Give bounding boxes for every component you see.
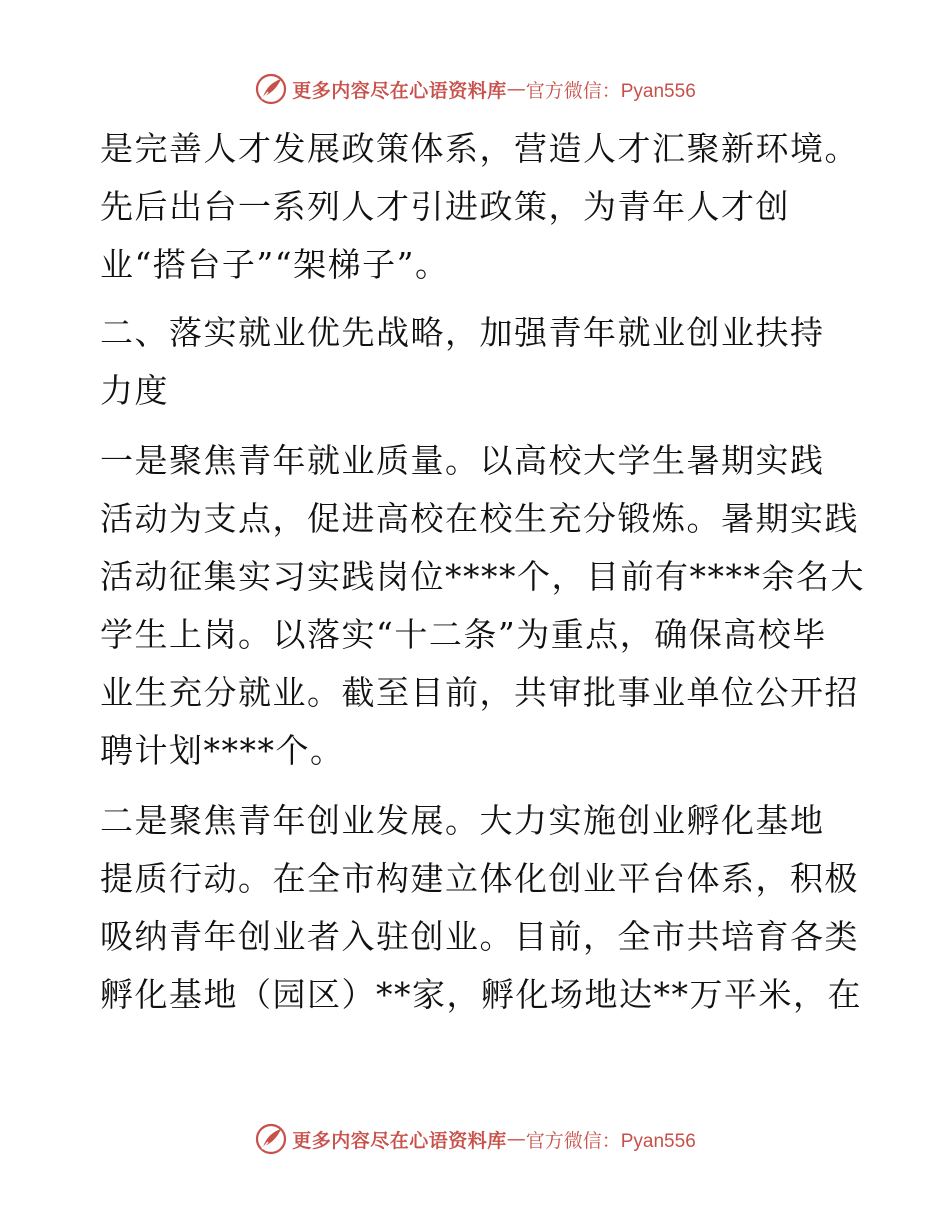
text-line: 聘计划****个。	[100, 731, 345, 770]
text-line: 孵化基地（园区）**家，孵化场地达**万平米，在	[100, 975, 862, 1014]
feather-logo-icon	[254, 1122, 288, 1156]
text-line: 学生上岗。以落实“十二条”为重点，确保高校毕	[100, 615, 827, 654]
text-line: 吸纳青年创业者入驻创业。目前，全市共培育各类	[100, 917, 859, 956]
section-heading-cont: 力度	[100, 371, 169, 410]
text-line: 二是聚焦青年创业发展。大力实施创业孵化基地	[100, 801, 825, 840]
text-line: 活动为支点，促进高校在校生充分锻炼。暑期实践	[100, 499, 859, 538]
text-line: 提质行动。在全市构建立体化创业平台体系，积极	[100, 859, 859, 898]
banner-dash: —	[506, 1128, 526, 1150]
document-body	[100, 120, 865, 1024]
feather-logo-icon	[254, 72, 288, 106]
banner-dash: —	[506, 78, 526, 100]
banner-wechat: 官方微信：Pyan556	[525, 80, 696, 102]
text-line: 一是聚焦青年就业质量。以高校大学生暑期实践	[100, 441, 825, 480]
section-heading: 二、落实就业优先战略，加强青年就业创业扶持	[100, 313, 825, 352]
header-banner	[0, 72, 950, 106]
text-line: 业“搭台子”“架梯子”。	[100, 245, 450, 284]
banner-text: 更多内容尽在心语资料库	[292, 1129, 507, 1152]
text-line: 活动征集实习实践岗位****个，目前有****余名大	[100, 557, 865, 596]
text-line: 先后出台一系列人才引进政策，为青年人才创	[100, 187, 790, 226]
footer-banner	[0, 1122, 950, 1156]
banner-wechat: 官方微信：Pyan556	[525, 1130, 696, 1152]
text-line: 是完善人才发展政策体系，营造人才汇聚新环境。	[100, 129, 859, 168]
banner-text: 更多内容尽在心语资料库	[292, 79, 507, 102]
text-line: 业生充分就业。截至目前，共审批事业单位公开招	[100, 673, 859, 712]
